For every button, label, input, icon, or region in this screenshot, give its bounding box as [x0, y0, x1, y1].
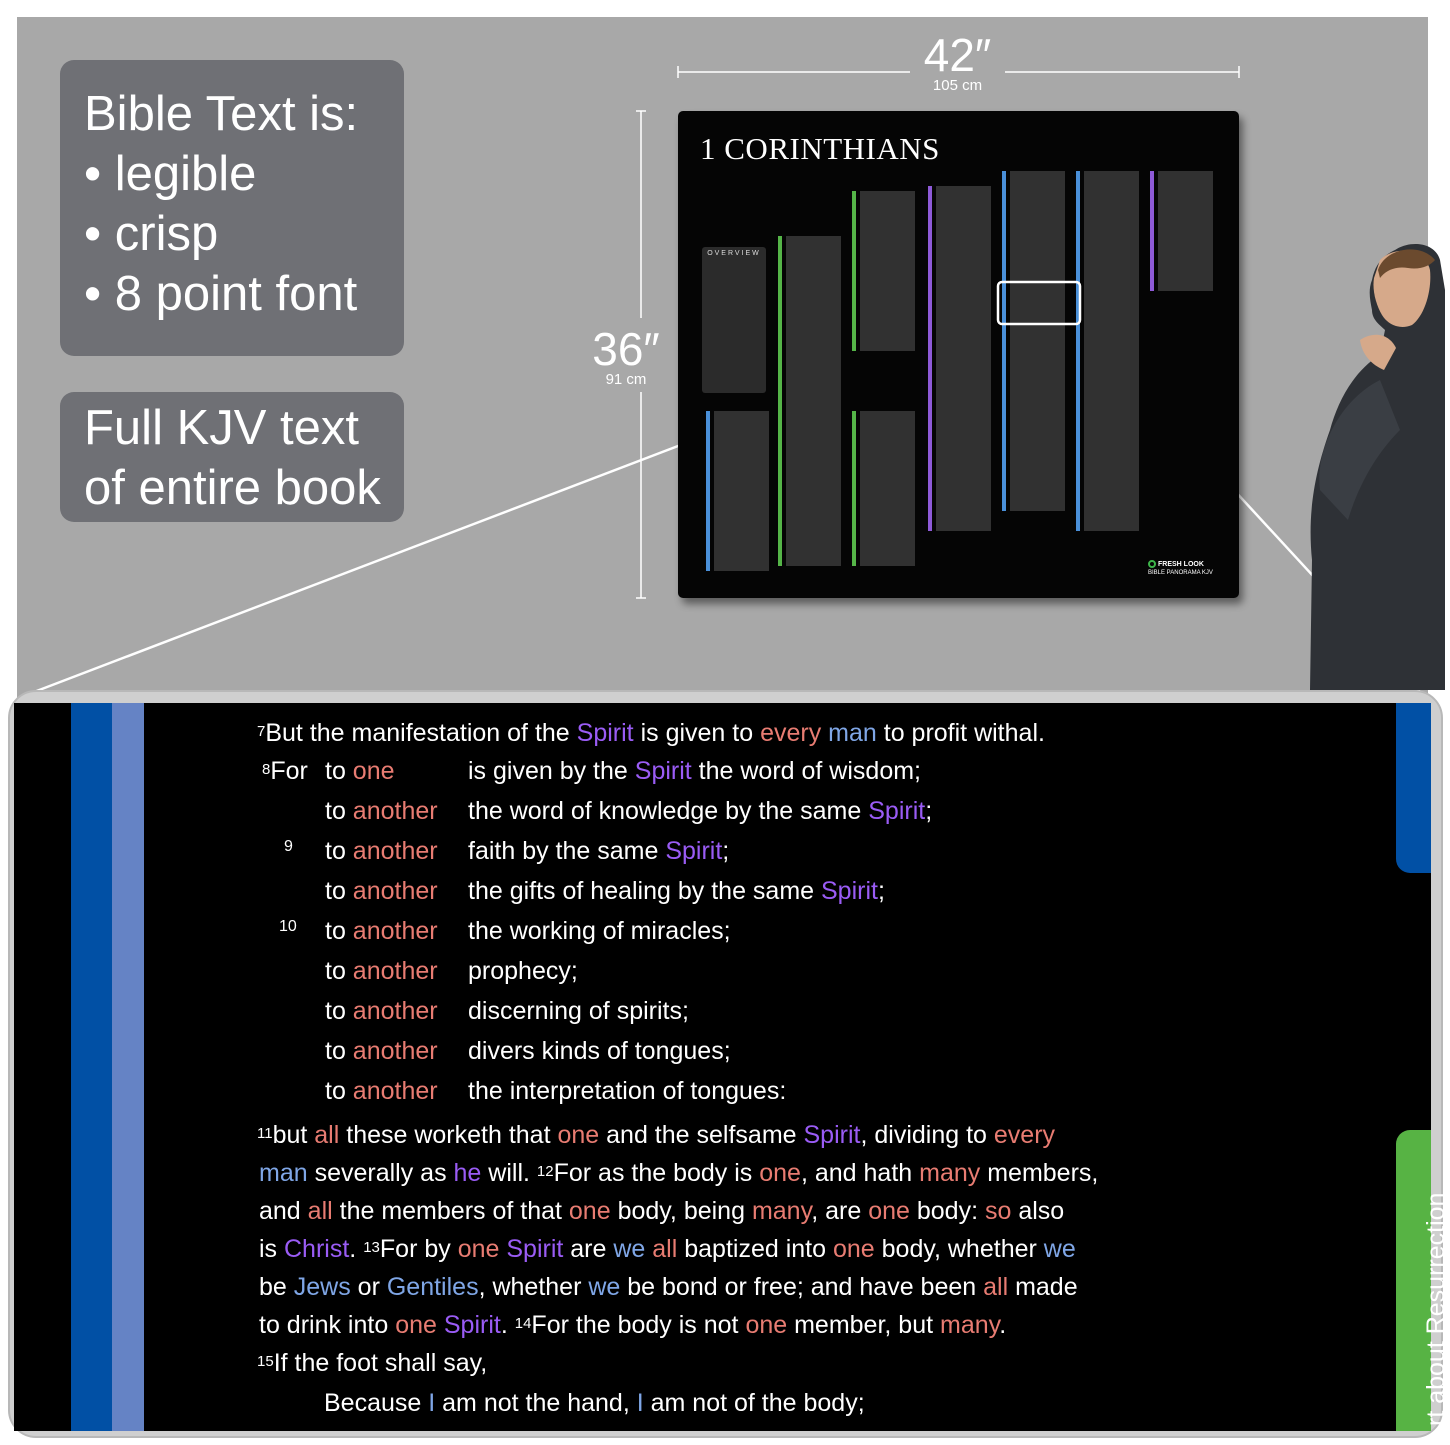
word-another: another: [352, 797, 438, 825]
word-i: I: [636, 1389, 644, 1417]
poster-column-text: [1010, 171, 1065, 511]
text: to: [325, 1077, 353, 1105]
word-one: one: [395, 1311, 437, 1339]
word-spirit: Spirit: [665, 837, 723, 865]
word-spirit: Spirit: [868, 797, 926, 825]
text: be: [259, 1273, 294, 1301]
poster-column-bar: [1002, 171, 1006, 511]
word-jews: Jews: [293, 1273, 351, 1301]
word-man: man: [828, 719, 877, 747]
poster-column-text: [714, 411, 769, 571]
text: or: [350, 1273, 387, 1301]
word-he: he: [453, 1159, 482, 1187]
word-all: all: [307, 1197, 333, 1225]
section-tab-blue: [1396, 703, 1431, 873]
verse-number: 9: [284, 838, 293, 855]
text: prophecy;: [468, 957, 578, 985]
word-one: one: [568, 1197, 611, 1225]
text: .: [349, 1235, 364, 1263]
text: the gifts of healing by the same: [468, 877, 821, 905]
text: to: [325, 917, 353, 945]
list-text: [468, 756, 921, 786]
verse-line: [257, 718, 1045, 748]
verse-number: 10: [279, 918, 297, 935]
verse-number: 15: [257, 1353, 274, 1370]
feature-line: • 8 point font: [84, 267, 358, 321]
verse-line: [259, 1310, 1006, 1340]
word-one: one: [759, 1159, 801, 1187]
verse-line: [259, 1272, 1078, 1302]
poster-column-bar: [852, 191, 856, 351]
text: faith by the same: [468, 837, 666, 865]
feature-line: Bible Text is:: [84, 87, 359, 141]
word-gentiles: Gentiles: [386, 1273, 479, 1301]
text: For the body is not: [531, 1311, 746, 1339]
list-text: [468, 916, 731, 946]
person-figure: [1300, 230, 1445, 690]
text: For as the body is: [553, 1159, 760, 1187]
logo-line1: FRESH LOOK: [1158, 560, 1204, 568]
section-tab-green: [1396, 1130, 1450, 1431]
text: to: [325, 957, 353, 985]
logo-line2: BIBLE PANORAMA KJV: [1148, 569, 1213, 576]
verse-line: [324, 1388, 865, 1418]
text: .: [500, 1311, 515, 1339]
text: But the manifestation of the: [265, 719, 577, 747]
zoom-highlight-box: [996, 280, 1082, 326]
text: Because: [324, 1389, 429, 1417]
height-inches: 36″: [592, 323, 660, 375]
text: to: [325, 1037, 353, 1065]
text: baptized into: [677, 1235, 833, 1263]
word-one: one: [832, 1235, 875, 1263]
feature-line: of entire book: [84, 461, 381, 515]
poster-column-text: [1084, 171, 1139, 531]
text: the word of knowledge by the same: [468, 797, 869, 825]
list-text: [468, 876, 885, 906]
text: ;: [722, 837, 730, 865]
text: to: [325, 877, 353, 905]
verse-number: 12: [536, 1163, 554, 1180]
text: to: [325, 757, 353, 785]
text: also: [1011, 1197, 1065, 1225]
word-spirit: Spirit: [821, 877, 878, 905]
verse-line: [257, 1120, 1055, 1150]
word-another: another: [352, 997, 438, 1025]
poster-column-bar: [778, 236, 782, 566]
list-text: [468, 836, 729, 866]
overview-title: OVERVIEW: [707, 250, 761, 257]
text: to profit withal.: [876, 719, 1045, 747]
text: , and hath: [800, 1159, 920, 1187]
list-prefix: [325, 1036, 438, 1066]
section-tab-label: rt about Resurrection: [1422, 1192, 1450, 1426]
feature-line: Full KJV text: [84, 401, 360, 455]
text: is given to: [633, 719, 761, 747]
verse-line: [259, 1196, 1064, 1226]
text: .: [999, 1311, 1007, 1339]
word-many: many: [940, 1311, 1000, 1339]
text: [437, 1311, 444, 1339]
text: discerning of spirits;: [468, 997, 689, 1025]
word-one: one: [557, 1121, 600, 1149]
poster-column-text: [786, 236, 841, 566]
word-another: another: [352, 837, 438, 865]
word-we: we: [1043, 1235, 1076, 1263]
text: the interpretation of tongues:: [468, 1077, 787, 1105]
text: body, whether: [874, 1235, 1044, 1263]
text: and: [259, 1197, 308, 1225]
word-every: every: [760, 719, 822, 747]
poster-column-bar: [1150, 171, 1154, 291]
word-another: another: [352, 917, 438, 945]
word-we: we: [588, 1273, 621, 1301]
word-spirit: Spirit: [506, 1235, 564, 1263]
feature-line: • legible: [84, 147, 257, 201]
word-all: all: [983, 1273, 1009, 1301]
text: to: [325, 797, 353, 825]
word-spirit: Spirit: [634, 757, 692, 785]
text: be bond or free; and have been: [620, 1273, 984, 1301]
list-prefix: [325, 956, 438, 986]
text: to: [325, 997, 353, 1025]
poster-column-text: [936, 186, 991, 531]
poster-columns: [678, 111, 1239, 598]
text: , whether: [478, 1273, 589, 1301]
text: to drink into: [259, 1311, 396, 1339]
text: made: [1008, 1273, 1078, 1301]
text: the members of that: [332, 1197, 569, 1225]
word-one: one: [352, 757, 395, 785]
list-text: [468, 1076, 786, 1106]
verse-number: 14: [514, 1315, 532, 1332]
list-prefix: [325, 1076, 438, 1106]
word-all: all: [652, 1235, 678, 1263]
word-i: I: [428, 1389, 436, 1417]
list-text: [468, 796, 932, 826]
verse-number: 13: [363, 1239, 380, 1256]
text: will.: [481, 1159, 537, 1187]
feature-line: • crisp: [84, 207, 219, 261]
word-so: so: [984, 1197, 1012, 1225]
verse-number: 7: [257, 723, 266, 740]
word-christ: Christ: [284, 1235, 350, 1263]
list-prefix: [325, 876, 438, 906]
word-we: we: [613, 1235, 646, 1263]
verse-line: [259, 1158, 1098, 1188]
poster-logo: [1148, 560, 1213, 577]
text: For: [270, 757, 308, 785]
poster-column-bar: [852, 411, 856, 566]
text: the working of miracles;: [468, 917, 731, 945]
text: , dividing to: [860, 1121, 994, 1149]
text: but: [272, 1121, 315, 1149]
word-spirit: Spirit: [443, 1311, 501, 1339]
poster-column-text: [1158, 171, 1213, 291]
word-another: another: [352, 957, 438, 985]
poster-preview: [678, 111, 1239, 598]
text: , are: [811, 1197, 869, 1225]
word-another: another: [352, 1037, 438, 1065]
text: the word of wisdom;: [691, 757, 921, 785]
verse-text: [14, 703, 1394, 1431]
list-text: [468, 996, 689, 1026]
verse-line: [262, 756, 308, 786]
poster-column-text: [860, 411, 915, 566]
word-one: one: [457, 1235, 500, 1263]
word-every: every: [993, 1121, 1056, 1149]
height-cm: 91 cm: [605, 371, 647, 388]
list-prefix: [325, 836, 438, 866]
text: ;: [877, 877, 885, 905]
poster-column-bar: [706, 411, 710, 571]
text: body, being: [610, 1197, 752, 1225]
logo-icon: [1148, 560, 1156, 568]
text: severally as: [307, 1159, 454, 1187]
text: and the selfsame: [599, 1121, 804, 1149]
zoom-text-view: [14, 703, 1450, 1431]
height-dimension: [586, 323, 666, 388]
list-prefix: [325, 756, 395, 786]
list-prefix: [325, 916, 438, 946]
verse-line: [257, 1348, 487, 1378]
list-text: [468, 1036, 731, 1066]
word-one: one: [868, 1197, 910, 1225]
poster-title: 1 CORINTHIANS: [700, 131, 940, 166]
text: these worketh that: [339, 1121, 558, 1149]
verse-number: 11: [257, 1125, 273, 1142]
verse-number: 8: [262, 761, 271, 778]
word-many: many: [919, 1159, 981, 1187]
word-another: another: [352, 1077, 438, 1105]
text: are: [563, 1235, 614, 1263]
width-cm: 105 cm: [932, 77, 983, 94]
text: member, but: [787, 1311, 941, 1339]
list-prefix: [325, 796, 438, 826]
word-many: many: [751, 1197, 812, 1225]
text: members,: [980, 1159, 1099, 1187]
width-dimension: [910, 29, 1005, 94]
verse-line: [259, 1234, 1076, 1264]
text: am not the hand,: [435, 1389, 637, 1417]
text: am not of the body;: [643, 1389, 865, 1417]
width-inches: 42″: [923, 29, 992, 81]
list-prefix: [325, 996, 438, 1026]
word-another: another: [352, 877, 438, 905]
text: divers kinds of tongues;: [468, 1037, 731, 1065]
text: is: [259, 1235, 284, 1263]
text: For by: [379, 1235, 458, 1263]
word-man: man: [259, 1159, 308, 1187]
word-one: one: [745, 1311, 788, 1339]
poster-column-bar: [1076, 171, 1080, 531]
poster-column-bar: [928, 186, 932, 531]
text: body:: [909, 1197, 985, 1225]
text: ;: [925, 797, 933, 825]
word-spirit: Spirit: [576, 719, 634, 747]
list-text: [468, 956, 578, 986]
text: to: [325, 837, 353, 865]
text: is given by the: [468, 757, 635, 785]
text: If the foot shall say,: [273, 1349, 488, 1377]
poster-column-text: [860, 191, 915, 351]
word-spirit: Spirit: [803, 1121, 861, 1149]
word-all: all: [314, 1121, 340, 1149]
